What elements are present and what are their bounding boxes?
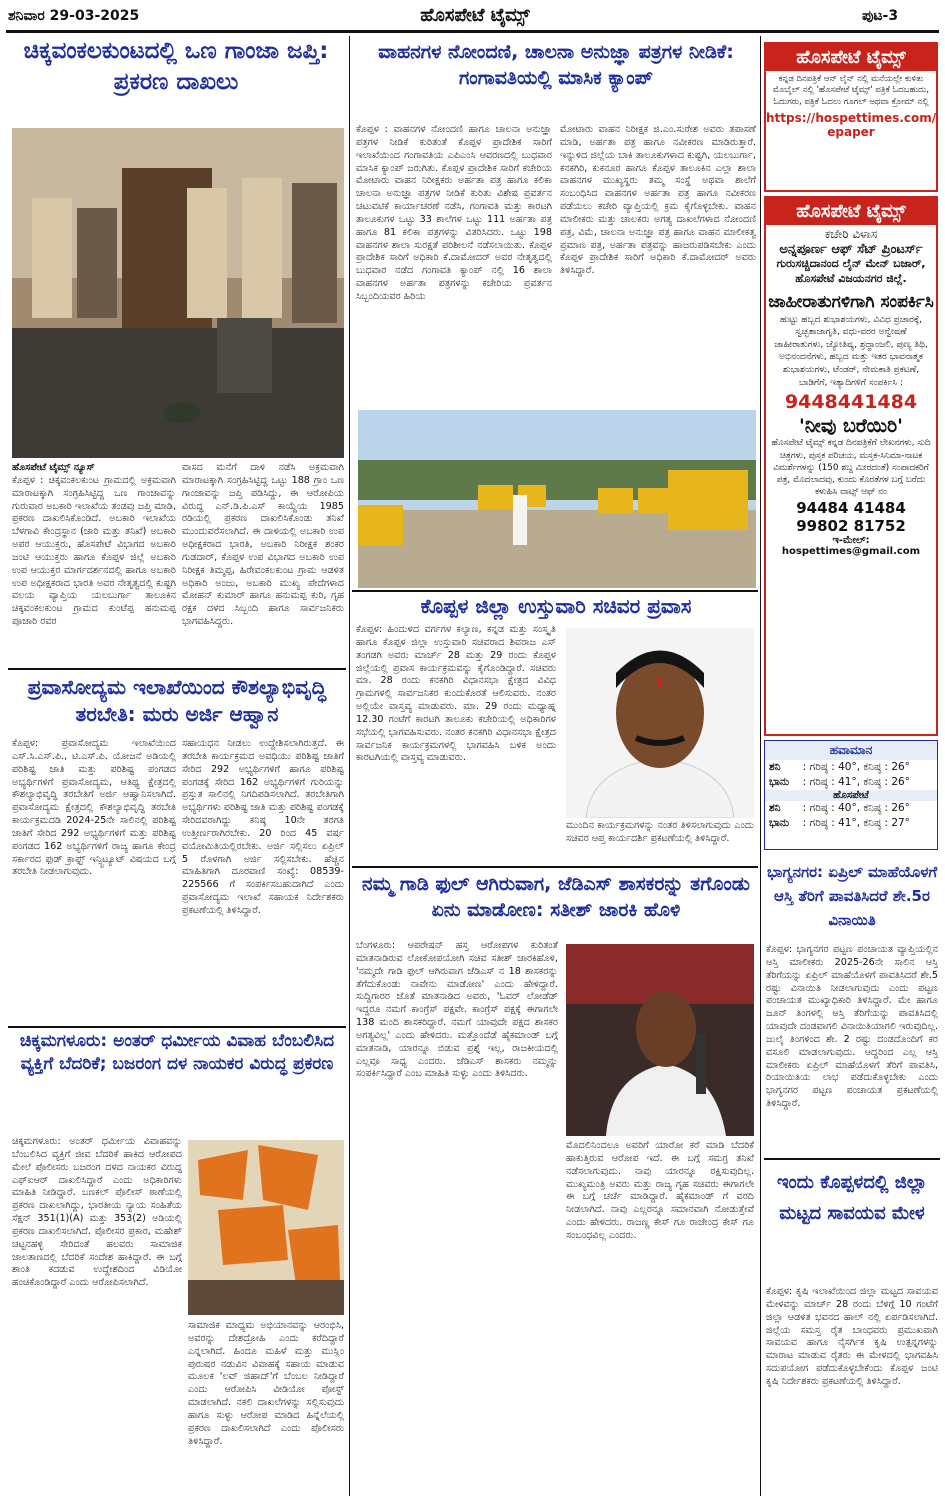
weather-temp: : ಗರಿಷ್ಠ : 40°, ಕನಿಷ್ಠ : 26° [802, 761, 910, 773]
weather-row [765, 801, 937, 816]
weather-city: ಹೊಸಪೇಟೆ [765, 790, 937, 801]
vehicle-col1: ಕೊಪ್ಪಳ : ವಾಹನಗಳ ನೋಂದಣಿ ಹಾಗೂ ಚಾಲನಾ ಅನುಜ್ಞಾ ಪತ್ರಗಳ ನೀಡಿಕೆ ಕುರಿತಂತೆ ಕೊಪ್ಪಳ ಪ್ರಾದೇಶಿಕ ಸಾರಿಗೆ ಇಲಾಖೆಯಿಂದ ಗಂಗಾವತಿಯ ಎಪಿಎಂಸಿ ಆವರಣದಲ್ಲಿ ಬುಧವಾರ ಮಾಸಿಕ ಕ್ಯಾಂಪ್ ಜರುಗಿತು. ಕೊಪ್ಪಳ ಪ್ರಾದೇಶಿಕ ಸಾರಿಗೆ ಕಚೇರಿಯ ಮೋಟಾರು ವಾಹನ ನಿರೀಕ್ಷಕರು ಅರ್ಹತಾ ಪತ್ರ ಹಾಗೂ ಕಲಿಕಾ ಚಾಲನಾ ಅನುಜ್ಞಾ ಪತ್ರಗಳ ನೀಡಿಕೆ ಕುರಿತು ವಿಶೇಷ ಪ್ರವರ್ತನ ಚಟುವಟಿಕೆ ಕಾರ್ಯಾಚರಣೆ ನಡೆಸಿ, ಗಂಗಾವತಿ ಮತ್ತು ಕಾರಟಗಿ ತಾಲೂಕುಗಳ ಒಟ್ಟು 33 ಶಾಲೆಗಳ ಒಟ್ಟು 111 ಅರ್ಹತಾ ಪತ್ರ ಹಾಗೂ 81 ಕಲಿಕಾ ಪತ್ರಗಳನ್ನು ವಿತರಿಸಿದರು. ಒಟ್ಟು 198 ವಾಹನಗಳ ಶಾಲಾ ಸುರಕ್ಷತೆ ಪರಿಶೀಲನೆ ನಡೆಸಲಾಯಿತು. ಕೊಪ್ಪಳ ಪ್ರಾದೇಶಿಕ ಸಾರಿಗೆ ಅಧಿಕಾರಿ ಕೆ.ದಾಮೋದರ್ ಅವರ ನೇತೃತ್ವದಲ್ಲಿ ಬುಧವಾರ ನಡೆದ ಗಂಗಾವತಿ ಕ್ಯಾಂಪ್ ನಲ್ಲಿ 16 ಶಾಲಾ ವಾಹನಗಳ ಅರ್ಹತಾ ಪತ್ರಗಳನ್ನು ಕಚೇರಿಯ ಪ್ರವರ್ತನ ಸಿಬ್ಬಂದಿಯವರ ಹಿರಿಯ [356, 124, 552, 302]
phone-whatsapp-1[interactable]: 94484 41484 [796, 498, 906, 517]
email-link[interactable]: ಇ-ಮೇಲ್: hospettimes@gmail.com [781, 534, 921, 557]
weather-day: ಭಾನು [769, 776, 790, 788]
office-address: ಗುರುಸಚ್ಚಿದಾನಂದ ಲೈನ್ ಮೇನ್ ಬಜಾರ್, ಹೊಸಪೇಟೆ ವಿಜಯನಗರ ಜಿಲ್ಲೆ. [776, 257, 926, 285]
ganja-photo-image [12, 128, 344, 458]
fair-text: ಕೊಪ್ಪಳ: ಕೃಷಿ ಇಲಾಖೆಯಿಂದ ಜಿಲ್ಲಾ ಮಟ್ಟದ ಸಾವಯವ ಮೇಳವನ್ನು ಮಾರ್ಚ್ 28 ರಂದು ಬೆಳಿಗ್ಗೆ 10 ಗಂಟೆಗೆ ಜಿಲ್ಲಾ ಆಡಳಿತ ಭವನದ ಹಾಲ್ ನಲ್ಲಿ ಏರ್ಪಡಿಸಲಾಗಿದೆ. ಜಿಲ್ಲೆಯ ಸಮಸ್ತ ರೈತ ಬಾಂಧವರು ಪ್ರಮುಖವಾಗಿ ಸಾವಯವ ಹಾಗೂ ನೈಸರ್ಗಿಕ ಕೃಷಿ ಉತ್ಪನ್ನಗಳನ್ನು ಮಾರಾಟ ಮಾಡುವ ರೈತರು ಈ ಮೇಳದಲ್ಲಿ ಭಾಗವಹಿಸಿ ಸದುಪಯೋಗ ಪಡೆದುಕೊಳ್ಳಬೇಕೆಂದು ಕೊಪ್ಪಳ ಜಂಟಿ ಕೃಷಿ ನಿರ್ದೇಶಕರು ಪ್ರಕಟಣೆಯಲ್ಲಿ ತಿಳಿಸಿದ್ದಾರೆ. [766, 1286, 938, 1387]
bus-photo-image [358, 410, 756, 588]
header-rule [6, 30, 939, 33]
satish-photo-image [566, 944, 754, 1136]
minister-divider [352, 866, 758, 868]
ganja-byline: ಹೊಸಪೇಟೆ ಟೈಮ್ಸ್ ನ್ಯೂಸ್ [12, 462, 95, 473]
epaper-ad-title: ಹೊಸಪೇಟೆ ಟೈಮ್ಸ್ [766, 44, 936, 71]
satish-col1: ಬೆಂಗಳೂರು: ಆಪರೇಷನ್ ಹಸ್ತ ಆರೋಪಗಳ ಕುರಿತಂತೆ ಮಾತನಾಡಿರುವ ಲೋಕೋಪಯೋಗಿ ಸಚಿವ ಸತೀಶ್ ಜಾರಕಿಹೊಳಿ, 'ನಮ್ಮದೇ ಗಾಡಿ ಫುಲ್ ಆಗಿರುವಾಗ ಜೆಡಿಎಸ್ ನ 18 ಶಾಸಕರನ್ನು ತೆಗೆದುಕೊಂಡು ನಾವೇನು ಮಾಡೋಣ' ಎಂದು ಹೇಳಿದ್ದಾರೆ. ಸುದ್ದಿಗಾರರ ಜೊತೆ ಮಾತನಾಡಿದ ಅವರು, 'ಓವರ್ ಲೋಡೆಡ್ ಇದ್ದರೂ ನಮಗೆ ಕಾಂಗ್ರೆಸ್ ಪಕ್ಷವೇ. ಕಾಂಗ್ರೆಸ್ ಪಕ್ಷಕ್ಕೆ ಈಗಾಗಲೇ 138 ಮಂದಿ ಶಾಸಕರಿದ್ದಾರೆ. ನಮಗೆ ಯಾವುದೇ ಪಕ್ಷದ ಶಾಸಕರ ಅಗತ್ಯವಿಲ್ಲ' ಎಂದು ಹೇಳಿದರು. ಮತ್ತೊಂದೆಡೆ ಹೈಕಮಾಂಡ್ ಬಗ್ಗೆ ಮಾತನಾಡಿ, ಯಾರನ್ನೂ ಬಿಡುವ ಪ್ರಶ್ನೆ ಇಲ್ಲ, ರಾಜಕೀಯದಲ್ಲಿ ಎಲ್ಲವೂ ಸಾಧ್ಯ ಎಂದರು. ಜೆಡಿಎಸ್ ಶಾಸಕರು ನಮ್ಮನ್ನು ಸಂಪರ್ಕಿಸಿದ್ದಾರೆ ಎಂಬ ಮಾಹಿತಿ ಸುಳ್ಳು ಎಂದು ತಿಳಿಸಿದರು. [356, 940, 558, 1080]
bhagyanagar-headline[interactable]: ಭಾಗ್ಯನಗರ: ಏಪ್ರಿಲ್ ಮಾಹೆಯೊಳಗೆ ಆಸ್ತಿ ತೆರಿಗೆ ಪಾವತಿಸಿದರೆ ಶೇ.5ರ ವಿನಾಯಿತಿ [766, 863, 938, 929]
ganja-headline[interactable]: ಚಿಕ್ಕವಂಕಲಕುಂಟದಲ್ಲಿ ಒಣ ಗಾಂಜಾ ಜಪ್ತಿ: ಪ್ರಕರಣ ದಾಖಲು [23, 38, 329, 96]
weather-table-1 [765, 760, 937, 790]
weather-temp: : ಗರಿಷ್ಠ : 41°, ಕನಿಷ್ಠ : 26° [802, 776, 910, 788]
weather-box [764, 740, 938, 850]
phone-whatsapp-2[interactable]: 99802 81752 [796, 516, 906, 535]
office-ad [764, 196, 938, 736]
col-rule-1 [349, 36, 350, 1496]
epaper-ad-text: ಕನ್ನಡ ದಿನಪತ್ರಿಕೆ ಆನ್ ಲೈನ್ ನಲ್ಲಿ ಮನೆಯಲ್ಲೇ ಕುಳಿತು ಮೊಬೈಲ್ ನಲ್ಲಿ 'ಹೊಸಪೇಟೆ ಟೈಮ್ಸ್' ಪತ್ರಿಕೆ ಓದಬಹುದು, ಓದುಗರು, ಪತ್ರಿಕೆ ಓದಲು ಗೂಗಲ್ ಅಥವಾ ಕ್ರೋಮ್ ನಲ್ಲಿ [772, 74, 930, 107]
ganja-col1 [12, 462, 176, 672]
skill-col1: ಕೊಪ್ಪಳ: ಪ್ರವಾಸೋದ್ಯಮ ಇಲಾಖೆಯಿಂದ ಎಸ್.ಸಿ.ಎಸ್.ಪಿ., ಟಿ.ಎಸ್.ಪಿ. ಯೋಜನೆ ಅಡಿಯಲ್ಲಿ ಪರಿಶಿಷ್ಟ ಜಾತಿ ಮತ್ತು ಪರಿಶಿಷ್ಟ ಪಂಗಡದ ಅಭ್ಯರ್ಥಿಗಳಿಗೆ ಪ್ರವಾಸೋದ್ಯಮ, ಆತಿಥ್ಯ ಕ್ಷೇತ್ರದಲ್ಲಿ ಕೌಶಲ್ಯಾಭಿವೃದ್ಧಿ ತರಬೇತಿಗೆ ಅರ್ಜಿ ಆಹ್ವಾನಿಸಲಾಗಿದೆ. ಪ್ರವಾಸೋದ್ಯಮ ಕ್ಷೇತ್ರದಲ್ಲಿ ಕೌಶಲ್ಯಾಭಿವೃದ್ಧಿ ತರಬೇತಿ ಕಾರ್ಯಕ್ರಮದಡಿ 2024-25ನೇ ಸಾಲಿನಲ್ಲಿ ಪರಿಶಿಷ್ಟ ಜಾತಿಗೆ ಸೇರಿದ 292 ಅಭ್ಯರ್ಥಿಗಳಿಗೆ ಮತ್ತು ಪರಿಶಿಷ್ಟ ಪಂಗಡದ 162 ಅಭ್ಯರ್ಥಿಗಳಿಗೆ ರಾಜ್ಯ ಹಾಗೂ ಕೇಂದ್ರ ಸರ್ಕಾರದ ಫುಡ್ ಕ್ರಾಫ್ಟ್ ಇನ್ಸ್ಟಿಟ್ಯೂಟ್ ವಿಷಯದ ಬಗ್ಗೆ ತರಬೇತಿ ನೀಡಲಾಗುವುದು. [12, 738, 176, 878]
skill-col2: ಸಹಾಯಧನ ನೀಡಲು ಉದ್ದೇಶಿಸಲಾಗಿರುತ್ತದೆ. ಈ ತರಬೇತಿ ಕಾರ್ಯಕ್ರಮದ ಅವಧಿಯು ಪರಿಶಿಷ್ಟ ಜಾತಿಗೆ ಸೇರಿದ 292 ಅಭ್ಯರ್ಥಿಗಳಿಗೆ ಹಾಗೂ ಪರಿಶಿಷ್ಟ ಪಂಗಡಕ್ಕೆ ಸೇರಿದ 162 ಅಭ್ಯರ್ಥಿಗಳಿಗೆ ಗುರಿಯನ್ನು ಪ್ರಸ್ತುತ ಸಾಲಿನಲ್ಲಿ ನಿಗದಿಪಡಿಸಲಾಗಿದೆ. ತರಬೇತಿಗಾಗಿ ಅಭ್ಯರ್ಥಿಗಳು ಪರಿಶಿಷ್ಟ ಜಾತಿ ಮತ್ತು ಪರಿಶಿಷ್ಟ ಪಂಗಡಕ್ಕೆ ಸೇರಿದವರಾಗಿದ್ದು ಕನಿಷ್ಠ 10ನೇ ತರಗತಿ ಉತ್ತೀರ್ಣರಾಗಿರಬೇಕು. 20 ರಿಂದ 45 ವರ್ಷ ವಯೋಮಿತಿಯಲ್ಲಿರಬೇಕು. ಅರ್ಜಿ ಸಲ್ಲಿಸಲು ಏಪ್ರಿಲ್ 5 ರೊಳಗಾಗಿ ಅರ್ಜಿ ಸಲ್ಲಿಸಬೇಕು. ಹೆಚ್ಚಿನ ಮಾಹಿತಿಗಾಗಿ ದೂರವಾಣಿ ಸಂಖ್ಯೆ: 08539-225566 ಗೆ ಸಂಪರ್ಕಿಸಬಹುದಾಗಿದೆ ಎಂದು ಪ್ರವಾಸೋದ್ಯಮ ಇಲಾಖೆ ಸಹಾಯಕ ನಿರ್ದೇಶಕರು ಪ್ರಕಟಣೆಯಲ್ಲಿ ತಿಳಿಸಿದ್ದಾರೆ. [182, 738, 344, 916]
weather-row [765, 816, 937, 831]
weather-title: ಹವಾಮಾನ [765, 741, 937, 760]
printer-name: ಅನ್ನಪೂರ್ಣ ಆಫ್ ಸೆಟ್ ಪ್ರಿಂಟರ್ಸ್ [779, 242, 923, 257]
minister-tail: ಮುಂದಿನ ಕಾರ್ಯಕ್ರಮಗಳನ್ನು ನಂತರ ತಿಳಿಸಲಾಗುವುದು ಎಂದು ಸಚಿವರ ಆಪ್ತ ಕಾರ್ಯದರ್ಶಿ ಪ್ರಕಟಣೆಯಲ್ಲಿ ತಿಳಿಸಿದ್ದಾರೆ. [566, 820, 754, 844]
weather-table-2 [765, 801, 937, 831]
chikkamagaluru-col1: ಚಿಕ್ಕಮಗಳೂರು: ಅಂತರ್ ಧರ್ಮೀಯ ವಿವಾಹವನ್ನು ಬೆಂಬಲಿಸಿದ ವ್ಯಕ್ತಿಗೆ ಜೀವ ಬೆದರಿಕೆ ಹಾಕಿದ ಆರೋಪದ ಮೇಲೆ ಪೊಲೀಸರು ಬಜರಂಗ ದಳದ ನಾಯಕರ ವಿರುದ್ಧ ಎಫ್ಐಆರ್ ದಾಖಲಿಸಿದ್ದಾರೆ ಎಂದು ಅಧಿಕಾರಿಗಳು ಮಾಹಿತಿ ನೀಡಿದ್ದಾರೆ. ಬಣಕಲ್ ಪೊಲೀಸ್ ಠಾಣೆಯಲ್ಲಿ ಪ್ರಕರಣ ದಾಖಲಾಗಿದ್ದು, ಭಾರತೀಯ ನ್ಯಾಯ ಸಂಹಿತೆಯ ಸೆಕ್ಷನ್ 351(1)(A) ಮತ್ತು 353(2) ಅಡಿಯಲ್ಲಿ ಪ್ರಕರಣ ದಾಖಲಿಸಲಾಗಿದೆ. ಪೊಲೀಸರ ಪ್ರಕಾರ, ಮಹೇಶ್ ಚಟ್ಟನಹಳ್ಳಿ ಸೇರಿದಂತೆ ಹಲವರು ಸಾಮಾಜಿಕ ಜಾಲತಾಣದಲ್ಲಿ ಬೆದರಿಕೆ ಸಂದೇಶ ಹಾಕಿದ್ದಾರೆ. ಈ ಬಗ್ಗೆ ಶಾಂತಿ ಕದಡುವ ಉದ್ದೇಶದಿಂದ ವಿಡಿಯೋ ಹಂಚಿಕೊಂಡಿದ್ದಾರೆ ಎಂದು ಆರೋಪಿಸಲಾಗಿದೆ. [12, 1136, 182, 1289]
ads-title: ಜಾಹೀರಾತುಗಳಿಗಾಗಿ ಸಂಪರ್ಕಿಸಿ [768, 291, 934, 312]
ganja-divider [8, 668, 346, 670]
office-ad-title: ಹೊಸಪೇಟೆ ಟೈಮ್ಸ್ [766, 198, 936, 225]
office-label: ಕಚೇರಿ ವಿಳಾಸ [824, 227, 878, 241]
skill-headline[interactable]: ಪ್ರವಾಸೋದ್ಯಮ ಇಲಾಖೆಯಿಂದ ಕೌಶಲ್ಯಾಭಿವೃದ್ಧಿ ತರಬೇತಿ: ಮರು ಅರ್ಜಿ ಆಹ್ವಾನ [27, 675, 327, 726]
page-number: ಪುಟ-3 [862, 8, 899, 24]
vehicle-divider [352, 590, 758, 592]
weather-row [765, 760, 937, 775]
neevu-text: ಹೊಸಪೇಟೆ ಟೈಮ್ಸ್ ಕನ್ನಡ ದಿನಪತ್ರಿಕೆಗೆ ಲೇಖನಗಳು, ಸುದಿ ಚಿತ್ರಗಳು, ಪುಸ್ತಕ ಪರಿಚಯ, ಮಸ್ತಕ-ಸಿನಿಮಾ-ನಾಟಕ ವಿಮರ್ಶೆಗಳನ್ನು (150 ಶಬ್ದ ಮೀರದಂತೆ) ಸಂಪಾದಕರಿಗೆ ಪತ್ರ, ಮೊದಲಾದವು, ಕುಂದು ಕೊರತೆಗಳ ಬಗ್ಗೆ ಬರೆದು ಕಳುಹಿಸಿ ವಾಟ್ಸ್ ಆಫ್ ನಂ [771, 438, 931, 498]
weather-day: ಭಾನು [769, 817, 790, 829]
bus-photo [358, 410, 756, 588]
issue-date: ಶನಿವಾರ 29-03-2025 [8, 8, 140, 24]
fair-headline[interactable]: ಇಂದು ಕೊಪ್ಪಳದಲ್ಲಿ ಜಿಲ್ಲಾ ಮಟ್ಟದ ಸಾವಯವ ಮೇಳ [776, 1172, 928, 1224]
satish-headline[interactable]: ನಮ್ಮ ಗಾಡಿ ಫುಲ್ ಆಗಿರುವಾಗ, ಜೆಡಿಎಸ್ ಶಾಸಕರನ್ನು ತಗೊಂಡು ಏನು ಮಾಡೋಣ: ಸತೀಶ್ ಜಾರಕಿ ಹೊಳಿ [362, 873, 750, 921]
paper-title: ಹೊಸಪೇಟೆ ಟೈಮ್ಸ್ [420, 5, 530, 26]
phone-primary[interactable]: 9448441484 [784, 391, 918, 414]
flags-photo [188, 1140, 344, 1315]
col-rule-2 [760, 36, 761, 1496]
epaper-ad [764, 42, 938, 192]
weather-row [765, 775, 937, 790]
flags-photo-image [188, 1140, 344, 1315]
skill-divider [8, 1026, 346, 1028]
vehicle-headline[interactable]: ವಾಹನಗಳ ನೋಂದಣಿ, ಚಾಲನಾ ಅನುಜ್ಞಾ ಪತ್ರಗಳ ನೀಡಿಕೆ: ಗಂಗಾವತಿಯಲ್ಲಿ ಮಾಸಿಕ ಕ್ಯಾಂಪ್ [378, 41, 734, 89]
vehicle-col2: ಮೋಟಾರು ವಾಹನ ನಿರೀಕ್ಷಕ ಜಿ.ಎಂ.ಸುರೇಶ ಅವರು ತಪಾಸಣೆ ಮಾಡಿ, ಅರ್ಹತಾ ಪತ್ರ ಹಾಗೂ ನವೀಕರಣ ಮಾಡಿರುತ್ತಾರೆ. ಇನ್ನುಳಿದ ಜಿಲ್ಲೆಯ ಬಾಕಿ ತಾಲೂಕುಗಳಾದ ಕುಷ್ಟಗಿ, ಯಲಬುರ್ಗಾ, ಕನಕಗಿರಿ, ಕುಕನೂರ ಹಾಗೂ ಕೊಪ್ಪಳ ತಾಲೂಕಿನ ಎಲ್ಲಾ ಶಾಲಾ ವಾಹನಗಳ ಮುಖ್ಯಸ್ಥರು ತಮ್ಮ ಸಂಸ್ಥೆ ಅಥವಾ ಶಾಲೆಗೆ ಸಂಬಂಧಿಸಿದ ವಾಹನಗಳ ಅರ್ಹತಾ ಪತ್ರ ಹಾಗೂ ನವೀಕರಣ ಪಡೆಯಲು ಕಚೇರಿ ವ್ಯಾಪ್ತಿಯಲ್ಲಿ ಕ್ರಮ ಕೈಗೊಳ್ಳಬೇಕು. ವಾಹನ ಮಾಲೀಕರು ಮತ್ತು ಚಾಲಕರು ಅಗತ್ಯ ದಾಖಲೆಗಳಾದ ನೋಂದಣಿ ಪತ್ರ, ವಿಮೆ, ಚಾಲನಾ ಅನುಜ್ಞಾ ಪತ್ರ ಹಾಗೂ ವಾಹನ ಮಾಲೀಕತ್ವ ಪ್ರಮಾಣ ಪತ್ರ, ಅರ್ಹತಾ ಪತ್ರವನ್ನು ಹಾಜರುಪಡಿಸಬೇಕು ಎಂದು ಕೊಪ್ಪಳ ಪ್ರಾದೇಶಿಕ ಸಾರಿಗೆ ಅಧಿಕಾರಿ ಕೆ.ದಾಮೋದರ್ ಅವರು ತಿಳಿಸಿದ್ದಾರೆ. [560, 124, 756, 277]
epaper-url-link[interactable]: https://hospettimes.com/ epaper [766, 111, 937, 140]
ganja-headline-box [8, 36, 344, 116]
ganja-col2: ವಾಸದ ಮನೆಗೆ ದಾಳಿ ನಡೆಸಿ ಅಕ್ರಮವಾಗಿ ಮಾರಾಟಕ್ಕಾಗಿ ಸಂಗ್ರಹಿಸಿಟ್ಟಿದ್ದ ಒಟ್ಟು 188 ಗ್ರಾಂ ಒಣ ಗಾಂಜಾವನ್ನು ಜಪ್ತಿ ಪಡಿಸಿದ್ದು, ಈ ಆರೋಪಿಯ ವಿರುದ್ಧ ಎನ್.ಡಿ.ಪಿ.ಎಸ್ ಕಾಯ್ದೆಯ 1985 ರಡಿಯಲ್ಲಿ ಪ್ರಕರಣ ದಾಖಲಿಸಿಕೊಂಡು ತನಿಖೆ ಮುಂದುವರೆಸಲಾಗಿದೆ. ಈ ದಾಳಿಯಲ್ಲಿ ಅಬಕಾರಿ ಉಪ ಅಧೀಕ್ಷಕರಾದ ಭಾರತಿ, ಅಬಕಾರಿ ನಿರೀಕ್ಷಕ ಶಂಕರ ಗುಡದಾರ್, ಕೊಪ್ಪಳ ಉಪ ವಿಭಾಗದ ಅಬಕಾರಿ ಉಪ ನಿರೀಕ್ಷಕ ತಿಮ್ಮಪ್ಪ, ಹಿರೇವಂಕಲಕುಂಟ ಗ್ರಾಮ ಆಡಳಿತ ಅಧಿಕಾರಿ ಅಂಜು, ಅಬಕಾರಿ ಮುಖ್ಯ ಪೇದೆಗಳಾದ ಮೋಹನ್ ಕುಮಾರ್ ಹಾಗೂ ಹನುಮಪ್ಪ ಕುರಿ, ಗೃಹ ರಕ್ಷಕ ದಳದ ಸಿಬ್ಬಂದಿ ಹಾಗೂ ಸಾರ್ವಜನಿಕರು ಭಾಗವಹಿಸಿದ್ದರು. [182, 462, 344, 628]
weather-temp: : ಗರಿಷ್ಠ : 40°, ಕನಿಷ್ಠ : 26° [802, 802, 910, 814]
satish-col2: ಮೊದಲಿನಿಂದಲೂ ಅವರಿಗೆ ಯಾರೋ ಕರೆ ಮಾಡಿ ಬೆದರಿಕೆ ಹಾಕುತ್ತಿರುವ ಆರೋಪ ಇದೆ. ಈ ಬಗ್ಗೆ ಸಮಗ್ರ ತನಿಖೆ ನಡೆಸಲಾಗುವುದು. ನಾವು ಯಾರನ್ನೂ ರಕ್ಷಿಸುವುದಿಲ್ಲ. ಮುಖ್ಯಮಂತ್ರಿ ಅವರು ಮತ್ತು ರಾಜ್ಯ ಗೃಹ ಸಚಿವರು ಈಗಾಗಲೇ ಈ ಬಗ್ಗೆ ಚರ್ಚೆ ಮಾಡಿದ್ದಾರೆ. ಹೈಕಮಾಂಡ್ ಗೆ ವರದಿ ನೀಡಲಾಗಿದೆ. ನಾವು ಎಲ್ಲರನ್ನೂ ಸಮಾನವಾಗಿ ನೋಡುತ್ತೇವೆ ಎಂದು ಹೇಳಿದರು. ರಾಜಣ್ಣ ಕೇಸ್ ಗೂ ರಾಜೇಂದ್ರ ಕೇಸ್ ಗೂ ಸಂಬಂಧವಿಲ್ಲ ಎಂದರು. [566, 1140, 754, 1241]
ganja-photo [12, 128, 344, 458]
weather-day: ಶನಿ [769, 761, 781, 773]
ganja-col1-text: ಕೊಪ್ಪಳ : ಚಿಕ್ಕವಂಕಲಕುಂಟ ಗ್ರಾಮದಲ್ಲಿ ಅಕ್ರಮವಾಗಿ ಮಾರಾಟಕ್ಕಾಗಿ ಸಂಗ್ರಹಿಸಿಟ್ಟಿದ್ದ ಒಣ ಗಾಂಜಾವನ್ನು ಗುರುವಾರ ಅಬಕಾರಿ ಇಲಾಖೆಯ ತಂಡವು ಜಪ್ತಿ ಮಾಡಿ, ಪ್ರಕರಣ ದಾಖಲಿಸಿಕೊಂಡಿದೆ. ಅಬಕಾರಿ ಇಲಾಖೆಯ ಬೆಳಗಾವಿ ಕೇಂದ್ರಸ್ಥಾನ (ಜಾರಿ ಮತ್ತು ತನಿಖೆ) ಅಬಕಾರಿ ಅಪರ ಆಯುಕ್ತರು, ಹೊಸಪೇಟೆ ವಿಭಾಗದ ಅಬಕಾರಿ ಜಂಟಿ ಆಯುಕ್ತರು ಹಾಗೂ ಕೊಪ್ಪಳ ಜಿಲ್ಲೆ ಅಬಕಾರಿ ಉಪ ಆಯುಕ್ತರ ಮಾರ್ಗದರ್ಶನದಲ್ಲಿ ಹಾಗೂ ಅಬಕಾರಿ ಉಪ ಅಧೀಕ್ಷಕರಾದ ಭಾರತಿ ಅವರ ನೇತೃತ್ವದಲ್ಲಿ ಕುಷ್ಟಗಿ ವಲಯ ವ್ಯಾಪ್ತಿಯ ಯಲಬುರ್ಗಾ ತಾಲೂಕಿನ ಚಿಕ್ಕವಂಕಲಕುಂಟ ಗ್ರಾಮದ ಕುಂಟೆಪ್ಪ ಹನುಮಪ್ಪ ಪೂಜಾರಿ ರವರ [12, 474, 176, 628]
chikkamagaluru-col2: ಸಾಮಾಜಿಕ ಮಾಧ್ಯಮ ಅಭಿಯಾನವನ್ನು ಆರಂಭಿಸಿ, ಅವರನ್ನು ದೇಶದ್ರೋಹಿ ಎಂದು ಕರೆದಿದ್ದಾರೆ ಎನ್ನಲಾಗಿದೆ. ಹಿಂದೂ ಮಹಿಳೆ ಮತ್ತು ಮುಸ್ಲಿಂ ಪುರುಷರ ನಡುವಿನ ವಿವಾಹಕ್ಕೆ ಸಹಾಯ ಮಾಡುವ ಮೂಲಕ 'ಲವ್ ಜಿಹಾದ್'ಗೆ ಬೆಂಬಲ ನೀಡಿದ್ದಾರೆ ಎಂದು ಆರೋಪಿಸಿ ವೀಡಿಯೋ ಪೋಸ್ಟ್ ಮಾಡಲಾಗಿದೆ. ನಕಲಿ ದಾಖಲೆಗಳನ್ನು ಸಲ್ಲಿಸುವುದು ಹಾಗೂ ಸುಳ್ಳು ಆರೋಪ ಮಾಡಿದ ಹಿನ್ನೆಲೆಯಲ್ಲಿ ಪ್ರಕರಣ ದಾಖಲಿಸಲಾಗಿದೆ ಎಂದು ಪೊಲೀಸರು ತಿಳಿಸಿದ್ದಾರೆ. [188, 1320, 344, 1447]
chikkamagaluru-headline[interactable]: ಚಿಕ್ಕಮಗಳೂರು: ಅಂತರ್ ಧರ್ಮೀಯ ವಿವಾಹ ಬೆಂಬಲಿಸಿದ ವ್ಯಕ್ತಿಗೆ ಬೆದರಿಕೆ; ಬಜರಂಗ ದಳ ನಾಯಕರ ವಿರುದ್ಧ ಪ್ರಕರಣ [19, 1031, 335, 1074]
minister-text: ಕೊಪ್ಪಳ: ಹಿಂದುಳಿದ ವರ್ಗಗಳ ಕಲ್ಯಾಣ, ಕನ್ನಡ ಮತ್ತು ಸಂಸ್ಕೃತಿ ಹಾಗೂ ಕೊಪ್ಪಳ ಜಿಲ್ಲಾ ಉಸ್ತುವಾರಿ ಸಚಿವರಾದ ಶಿವರಾಜ ಎಸ್ ತಂಗಡಗಿ ಅವರು ಮಾರ್ಚ್ 28 ಮತ್ತು 29 ರಂದು ಕೊಪ್ಪಳ ಜಿಲ್ಲೆಯಲ್ಲಿ ಪ್ರವಾಸ ಕಾರ್ಯಕ್ರಮವನ್ನು ಕೈಗೊಂಡಿದ್ದಾರೆ. ಸಚಿವರು ಮಾ. 28 ರಂದು ಕನಕಗಿರಿ ವಿಧಾನಸಭಾ ಕ್ಷೇತ್ರದ ವಿವಿಧ ಗ್ರಾಮಗಳಲ್ಲಿ ಸಾರ್ವಜನಿಕರ ಕುಂದುಕೊರತೆ ಆಲಿಸುವರು. ನಂತರ ಅಲ್ಲಿಯೇ ವಾಸ್ತವ್ಯ ಮಾಡುವರು. ಮಾ. 29 ರಂದು ಮಧ್ಯಾಹ್ನ 12.30 ಗಂಟೆಗೆ ಕಾರಟಗಿ ತಾಲೂಕು ಕಚೇರಿಯಲ್ಲಿ ಅಧಿಕಾರಿಗಳ ಸಭೆಯಲ್ಲಿ ಭಾಗವಹಿಸುವರು. ನಂತರ ಕನಕಗಿರಿ ವಿಧಾನಸಭಾ ಕ್ಷೇತ್ರದ ಸಾರ್ವಜನಿಕ ಕಾರ್ಯಕ್ರಮಗಳಲ್ಲಿ ಭಾಗವಹಿಸಿ ಬಳಿಕ ಅಂದು ಕಾರಟಗಿಯಲ್ಲಿ ವಾಸ್ತವ್ಯ ಮಾಡುವರು. [356, 624, 556, 764]
ads-text: ಹುಟ್ಟು ಹಬ್ಬದ ಶುಭಾಶಯಗಳು, ವಿವಿಧ ಪ್ರಚಾರಕ್ಕೆ, ಸ್ವಚ್ಛತಾಜಾಗೃತಿ, ವಧು-ವರರ ಅನ್ವೇಷಣೆ ಜಾಹೀರಾತುಗಳು, ಜ್ಯೋತಿಷ್ಯ, ಶ್ರದ್ಧಾಂಜಲಿ, ಪುಣ್ಯ ತಿಥಿ, ಅಭಿನಂದನೆಗಳು, ಹಬ್ಬದ ಮತ್ತು ಇತರ ಭಾವನಾತ್ಮಕ ಶುಭಾಶಯಗಳು, ಟೆಂಡರ್, ನೇಮಕಾತಿ ಪ್ರಕಟಣೆ, ಬಾಡಿಗೆಗೆ, ಇತ್ಯಾದಿಗಳಿಗೆ ಸಂಪರ್ಕಿಸಿ : [774, 314, 928, 388]
minister-headline[interactable]: ಕೊಪ್ಪಳ ಜಿಲ್ಲಾ ಉಸ್ತುವಾರಿ ಸಚಿವರ ಪ್ರವಾಸ [420, 594, 692, 618]
satish-photo [566, 944, 754, 1136]
bhagyanagar-divider [764, 1158, 940, 1160]
minister-portrait [566, 628, 754, 818]
bhagyanagar-text: ಕೊಪ್ಪಳ: ಭಾಗ್ಯನಗರ ಪಟ್ಟಣ ಪಂಚಾಯತ ವ್ಯಾಪ್ತಿಯಲ್ಲಿನ ಆಸ್ತಿ ಮಾಲೀಕರು 2025-26ನೇ ಸಾಲಿನ ಆಸ್ತಿ ತೆರಿಗೆಯನ್ನು ಏಪ್ರಿಲ್ ಮಾಹೆಯೊಳಗೆ ಪಾವತಿಸಿದರೆ ಶೇ.5 ರಷ್ಟು ವಿನಾಯಿತಿ ನೀಡಲಾಗುವುದು ಎಂದು ಪಟ್ಟಣ ಪಂಚಾಯತ ಮುಖ್ಯಾಧಿಕಾರಿ ತಿಳಿಸಿದ್ದಾರೆ. ಮೇ ಹಾಗೂ ಜೂನ್ ತಿಂಗಳಲ್ಲಿ ಆಸ್ತಿ ತೆರಿಗೆಯನ್ನು ಪಾವತಿಸಿದಲ್ಲಿ ಯಾವುದೇ ದಂಡವಾಗಲಿ ವಿನಾಯಿತಿಯಾಗಲಿ ಇರುವುದಿಲ್ಲ. ಜುಲೈ ತಿಂಗಳಿಂದ ಶೇ. 2 ರಷ್ಟು ದಂಡದೊಂದಿಗೆ ಕರ ವಸೂಲಿ ಮಾಡಲಾಗುವುದು. ಆದ್ದರಿಂದ ಎಲ್ಲ ಆಸ್ತಿ ಮಾಲೀಕರು ಏಪ್ರಿಲ್ ಮಾಹೆಯೊಳಗೆ ತೆರಿಗೆ ಪಾವತಿಸಿ, ರಿಯಾಯಿತಿಯ ಲಾಭ ಪಡೆದುಕೊಳ್ಳಬೇಕು ಎಂದು ಭಾಗ್ಯನಗರ ಪಟ್ಟಣ ಪಂಚಾಯತ ಪ್ರಕಟಣೆಯಲ್ಲಿ ತಿಳಿಸಿದ್ದಾರೆ. [766, 944, 938, 1110]
minister-photo [566, 628, 754, 818]
neevu-bareyiri: 'ನೀವು ಬರೆಯಿರಿ' [799, 415, 903, 438]
weather-temp: : ಗರಿಷ್ಠ : 41°, ಕನಿಷ್ಠ : 27° [802, 817, 910, 829]
weather-day: ಶನಿ [769, 802, 781, 814]
